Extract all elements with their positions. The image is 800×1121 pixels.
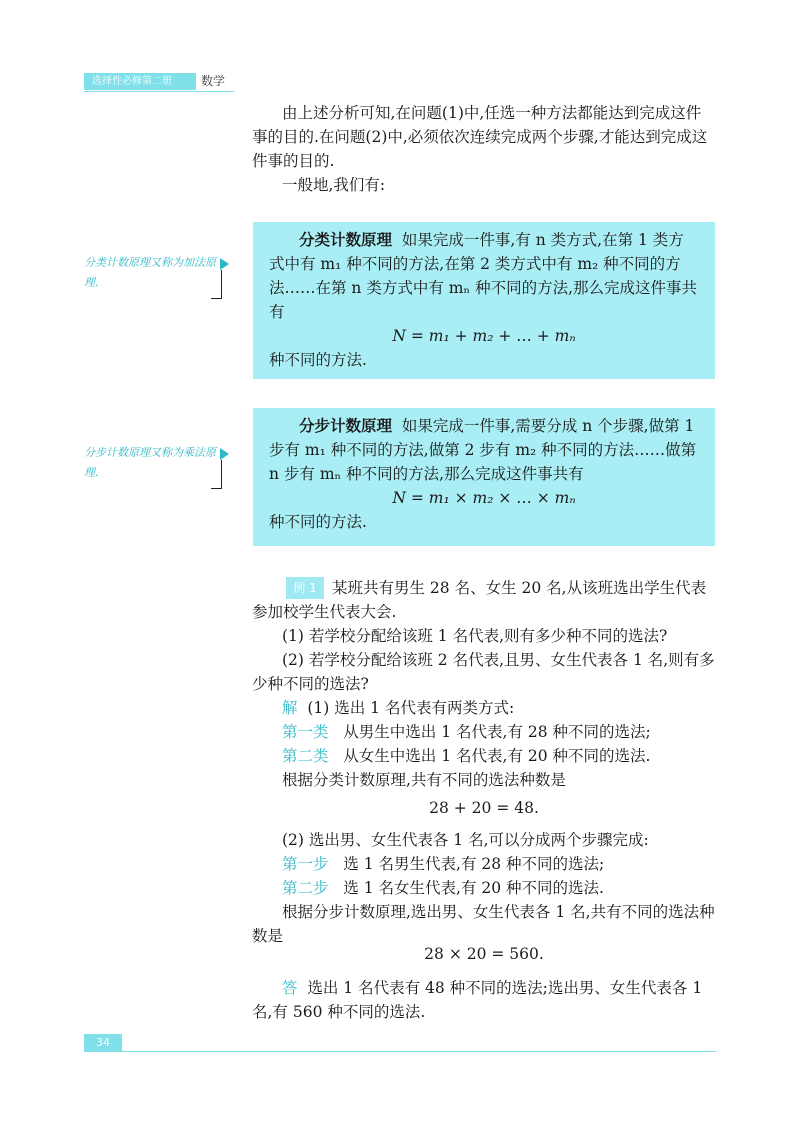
solution-part1-formula: 28 + 20 = 48. <box>429 799 539 817</box>
solution-step-1: 第一步 选 1 名男生代表,有 28 种不同的选法; <box>282 855 605 873</box>
example-statement: 某班共有男生 28 名、女生 20 名,从该班选出学生代表参加校学生代表大会. <box>252 579 707 621</box>
class-2-label: 第二类 <box>282 747 329 765</box>
footer-rule <box>84 1051 716 1052</box>
solution-part1-conclusion: 根据分类计数原理,共有不同的选法种数是 <box>282 771 566 789</box>
addition-side-note: 分类计数原理又称为加法原理. <box>84 256 216 289</box>
solution-label: 解 <box>282 699 298 717</box>
intro-paragraph: 由上述分析可知,在问题(1)中,任选一种方法都能达到完成这件事的目的.在问题(2)中,必须依次连续完成两个步骤,才能达到完成这件事的目的. <box>252 104 708 170</box>
example-question-1: (1) 若学校分配给该班 1 名代表,则有多少种不同的选法? <box>282 627 668 645</box>
example-label: 例 1 <box>286 577 324 599</box>
example-question-2: (2) 若学校分配给该班 2 名代表,且男、女生代表各 1 名,则有多少种不同的选法? <box>252 651 715 693</box>
multiplication-principle-formula: N = m₁ × m₂ × … × mₙ <box>392 489 576 507</box>
solution-part1-intro: 解 (1) 选出 1 名代表有两类方式: <box>282 699 515 717</box>
answer-label: 答 <box>282 979 298 997</box>
addition-principle-title: 分类计数原理 <box>299 231 393 249</box>
header-rule <box>84 91 234 92</box>
solution-class-2: 第二类 从女生中选出 1 名代表,有 20 种不同的选法. <box>282 747 651 765</box>
addition-principle-box <box>253 222 715 379</box>
addition-note-bracket <box>211 270 222 299</box>
header-book-title: 选择性必修第二册 <box>92 76 172 87</box>
multiplication-principle-title: 分步计数原理 <box>299 417 393 435</box>
addition-principle-body <box>269 228 699 324</box>
multiplication-principle-tail: 种不同的方法. <box>269 513 367 531</box>
page-number: 34 <box>84 1034 122 1051</box>
addition-principle-text: 如果完成一件事,有 n 类方式,在第 1 类方式中有 m₁ 种不同的方法,在第 2 类方式中有 m₂ 种不同的方法……在第 n 类方式中有 mₙ 种不同的方法,那么完成这件事共有 <box>269 231 698 321</box>
multiplication-principle-text: 如果完成一件事,需要分成 n 个步骤,做第 1 步有 m₁ 种不同的方法,做第 2 步有 m₂ 种不同的方法……做第 n 步有 mₙ 种不同的方法,那么完成这件事共有 <box>269 417 697 483</box>
multiplication-principle-body <box>269 414 699 486</box>
multiplication-side-note: 分步计数原理又称为乘法原理. <box>84 446 216 479</box>
step-1-label: 第一步 <box>282 855 329 873</box>
solution-part2-formula: 28 × 20 = 560. <box>424 945 544 963</box>
solution-part2-conclusion: 根据分步计数原理,选出男、女生代表各 1 名,共有不同的选法种数是 <box>252 903 715 945</box>
header-subject: 数学 <box>201 74 226 88</box>
step-2-label: 第二步 <box>282 879 329 897</box>
multiplication-note-bracket <box>211 460 222 489</box>
addition-principle-formula: N = m₁ + m₂ + … + mₙ <box>392 327 576 345</box>
addition-principle-tail: 种不同的方法. <box>269 351 367 369</box>
answer: 答 选出 1 名代表有 48 种不同的选法;选出男、女生代表各 1 名,有 560 种不同的选法. <box>252 979 703 1021</box>
addition-note-arrow-icon <box>220 258 229 270</box>
solution-step-2: 第二步 选 1 名女生代表,有 20 种不同的选法. <box>282 879 604 897</box>
header-book-title-bar <box>84 73 196 90</box>
multiplication-principle-box <box>253 408 715 546</box>
solution-class-1: 第一类 从男生中选出 1 名代表,有 28 种不同的选法; <box>282 723 651 741</box>
class-1-label: 第一类 <box>282 723 329 741</box>
multiplication-note-arrow-icon <box>220 448 229 460</box>
intro-general: 一般地,我们有: <box>282 176 386 194</box>
solution-part2-intro: (2) 选出男、女生代表各 1 名,可以分成两个步骤完成: <box>282 831 649 849</box>
